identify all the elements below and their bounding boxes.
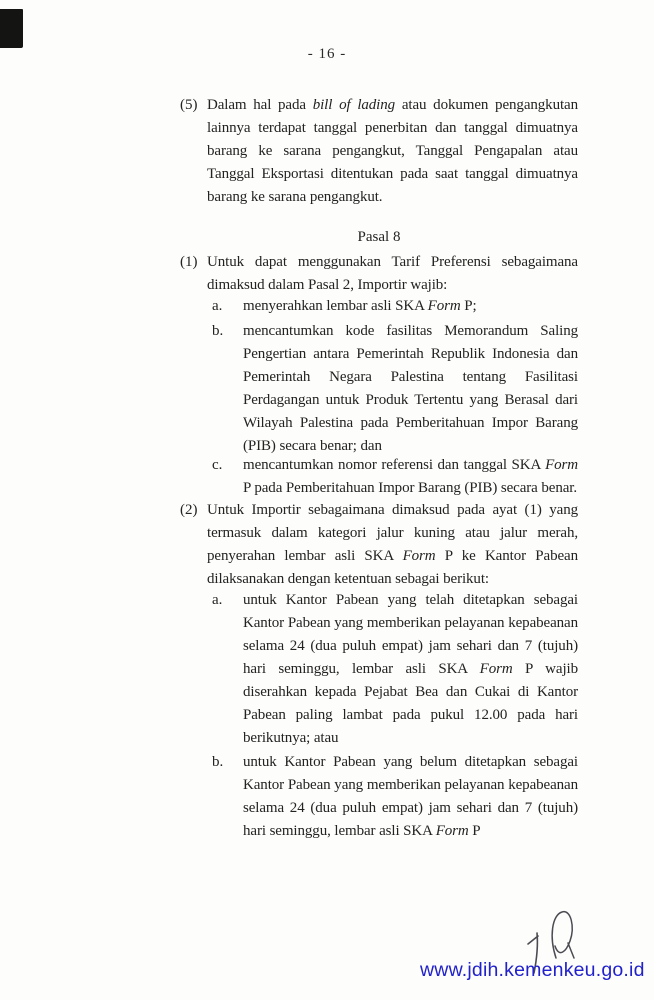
item-2a-letter: a. <box>212 592 223 608</box>
clause-2-text: Untuk Importir sebagaimana dimaksud pada ayat (1) yang termasuk dalam kategori jalur kuning atau jalur merah, penyerahan lembar asli SKA Form P ke Kantor Pabean dilaksanakan dengan ketentuan sebagai berikut: <box>207 502 578 587</box>
scan-corner-mark <box>0 9 23 48</box>
item-1c-letter: c. <box>212 457 223 473</box>
document-body <box>180 94 578 843</box>
clause-1-text: Untuk dapat menggunakan Tarif Preferensi sebagaimana dimaksud dalam Pasal 2, Importir wajib: <box>207 254 578 293</box>
clause-5 <box>180 94 578 209</box>
item-1a-letter: a. <box>212 298 223 314</box>
clause-5-number: (5) <box>180 97 198 113</box>
list-item-2b <box>212 751 578 843</box>
jdih-kemenkeu-watermark-link[interactable]: www.jdih.kemenkeu.go.id <box>420 959 645 981</box>
item-1b-letter: b. <box>212 323 224 339</box>
clause-5-text: Dalam hal pada bill of lading atau dokumen pengangkutan lainnya terdapat tanggal penerbitan dan tanggal dimuatnya barang ke sarana pengangkut, Tanggal Pengapalan atau Tanggal Eksportasi ditentukan pada saat tanggal dimuatnya barang ke sarana pengangkut. <box>207 97 579 205</box>
list-item-1a <box>212 295 578 318</box>
clause-1-number: (1) <box>180 254 198 270</box>
list-item-2a <box>212 589 578 750</box>
pasal-8-heading: Pasal 8 <box>357 229 401 245</box>
list-item-1b <box>212 320 578 458</box>
item-1c-text: mencantumkan nomor referensi dan tanggal SKA Form P pada Pemberitahuan Impor Barang (PIB) secara benar. <box>243 457 578 496</box>
page-number: - 16 - <box>307 46 347 62</box>
clause-1 <box>180 251 578 297</box>
item-2b-text: untuk Kantor Pabean yang belum ditetapkan sebagai Kantor Pabean yang memberikan pelayanan kepabeanan selama 24 (dua puluh empat) jam sehari dan 7 (tujuh) hari seminggu, lembar asli SKA Form P <box>243 754 578 839</box>
item-2a-text: untuk Kantor Pabean yang telah ditetapkan sebagai Kantor Pabean yang memberikan pelayanan kepabeanan selama 24 (dua puluh empat) jam sehari dan 7 (tujuh) hari seminggu, lembar asli SKA Form P wajib diserahkan kepada Pejabat Bea dan Cukai di Kantor Pabean paling lambat pada pukul 12.00 pada hari berikutnya; atau <box>243 592 579 746</box>
clause-2 <box>180 499 578 591</box>
item-2b-letter: b. <box>212 754 224 770</box>
item-1b-text: mencantumkan kode fasilitas Memorandum Saling Pengertian antara Pemerintah Republik Indonesia dan Pemerintah Negara Palestina tentang Fasilitasi Perdagangan untuk Produk Tertentu yang Berasal dari Wilayah Palestina pada Pemberitahuan Impor Barang (PIB) secara benar; dan <box>243 323 578 454</box>
clause-2-number: (2) <box>180 502 198 518</box>
list-item-1c <box>212 454 578 500</box>
item-1a-text: menyerahkan lembar asli SKA Form P; <box>243 298 477 314</box>
